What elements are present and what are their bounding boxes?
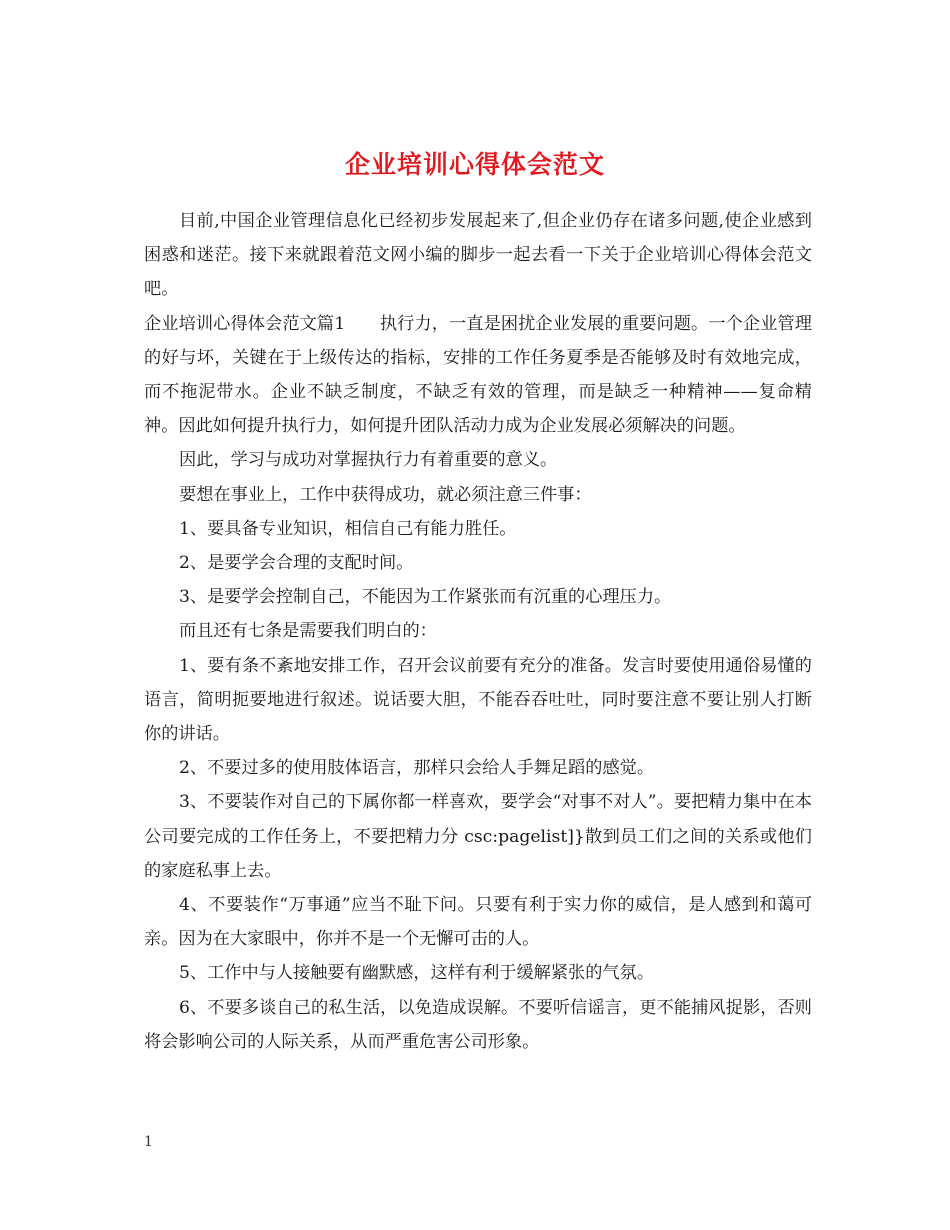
document-body: [144, 204, 812, 1059]
list-item: 3、是要学会控制自己，不能因为工作紧张而有沉重的心理压力。: [179, 587, 672, 608]
page-number: 1: [144, 1134, 153, 1150]
paragraph: 目前,中国企业管理信息化已经初步发展起来了,但企业仍存在诸多问题,使企业感到困惑和迷茫。接下来就跟着范文网小编的脚步一起去看一下关于企业培训心得体会范文吧。: [144, 211, 812, 300]
list-item: 4、不要装作“万事通”应当不耻下问。只要有利于实力你的威信，是人感到和蔼可亲。因为在大家眼中，你并不是一个无懈可击的人。: [144, 895, 812, 950]
paragraph: 企业培训心得体会范文篇1 执行力，一直是困扰企业发展的重要问题。一个企业管理的好与坏，关键在于上级传达的指标，安排的工作任务夏季是否能够及时有效地完成，而不拖泥带水。企业不缺乏制度，不缺乏有效的管理，而是缺乏一种精神——复命精神。因此如何提升执行力，如何提升团队活动力成为企业发展必须解决的问题。: [144, 313, 812, 437]
paragraph: 因此，学习与成功对掌握执行力有着重要的意义。: [179, 450, 558, 471]
list-item: 5、工作中与人接触要有幽默感，这样有利于缓解紧张的气氛。: [179, 963, 655, 984]
list-item: 6、不要多谈自己的私生活，以免造成误解。不要听信谣言，更不能捕风捉影，否则将会影响公司的人际关系，从而严重危害公司形象。: [144, 997, 812, 1052]
document-title: 企业培训心得体会范文: [344, 149, 605, 179]
list-item: 1、要有条不紊地安排工作，召开会议前要有充分的准备。发言时要使用通俗易懂的语言，简明扼要地进行叙述。说话要大胆，不能吞吞吐吐，同时要注意不要让别人打断你的讲话。: [144, 655, 812, 745]
list-item: 2、不要过多的使用肢体语言，那样只会给人手舞足蹈的感觉。: [179, 758, 655, 779]
paragraph: 而且还有七条是需要我们明白的：: [179, 621, 437, 642]
list-item: 2、是要学会合理的支配时间。: [179, 553, 414, 574]
list-item: 1、要具备专业知识，相信自己有能力胜任。: [179, 518, 517, 539]
paragraph: 要想在事业上，工作中获得成功，就必须注意三件事：: [179, 484, 592, 505]
list-item: 3、不要装作对自己的下属你都一样喜欢，要学会“对事不对人”。要把精力集中在本公司要完成的工作任务上，不要把精力分 csc:pagelist]}散到员工们之间的关系或他们的家庭私事上去。: [144, 792, 812, 881]
